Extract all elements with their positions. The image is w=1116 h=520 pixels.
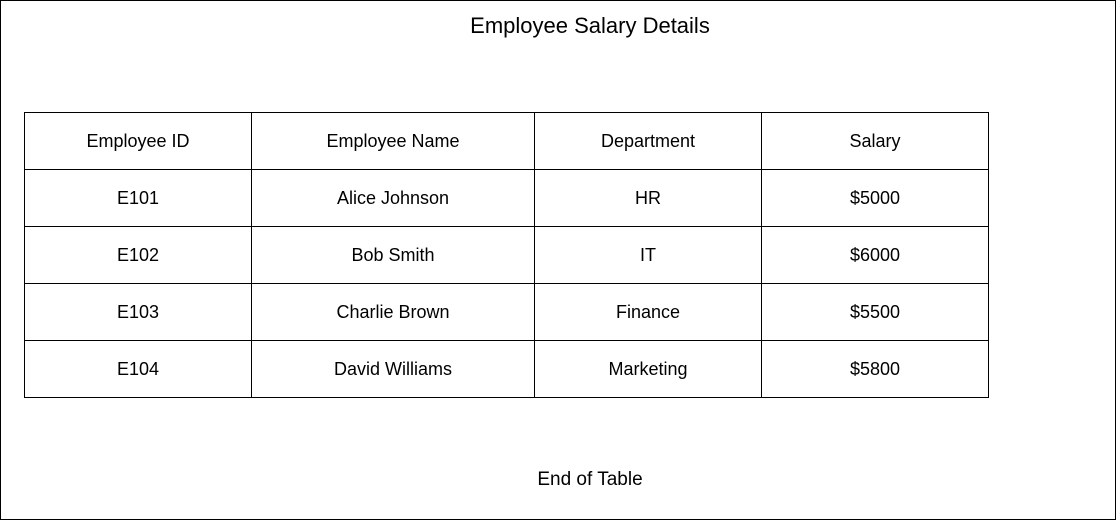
cell-employee-id: E103 — [25, 284, 252, 341]
cell-salary: $5800 — [762, 341, 989, 398]
column-header-employee-name: Employee Name — [252, 113, 535, 170]
footer-caption: End of Table — [537, 469, 643, 490]
cell-employee-name: David Williams — [252, 341, 535, 398]
cell-employee-id: E102 — [25, 227, 252, 284]
cell-employee-name: Bob Smith — [252, 227, 535, 284]
table-row — [25, 341, 989, 398]
cell-department: HR — [535, 170, 762, 227]
cell-salary: $5000 — [762, 170, 989, 227]
cell-employee-id: E104 — [25, 341, 252, 398]
cell-department: Marketing — [535, 341, 762, 398]
cell-salary: $5500 — [762, 284, 989, 341]
table-header-row — [25, 113, 989, 170]
column-header-salary: Salary — [762, 113, 989, 170]
page-title: Employee Salary Details — [470, 13, 710, 38]
table-row — [25, 227, 989, 284]
cell-employee-id: E101 — [25, 170, 252, 227]
cell-salary: $6000 — [762, 227, 989, 284]
cell-department: Finance — [535, 284, 762, 341]
column-header-employee-id: Employee ID — [25, 113, 252, 170]
salary-table — [24, 112, 989, 398]
column-header-department: Department — [535, 113, 762, 170]
cell-employee-name: Charlie Brown — [252, 284, 535, 341]
cell-employee-name: Alice Johnson — [252, 170, 535, 227]
table-row — [25, 284, 989, 341]
cell-department: IT — [535, 227, 762, 284]
table-row — [25, 170, 989, 227]
